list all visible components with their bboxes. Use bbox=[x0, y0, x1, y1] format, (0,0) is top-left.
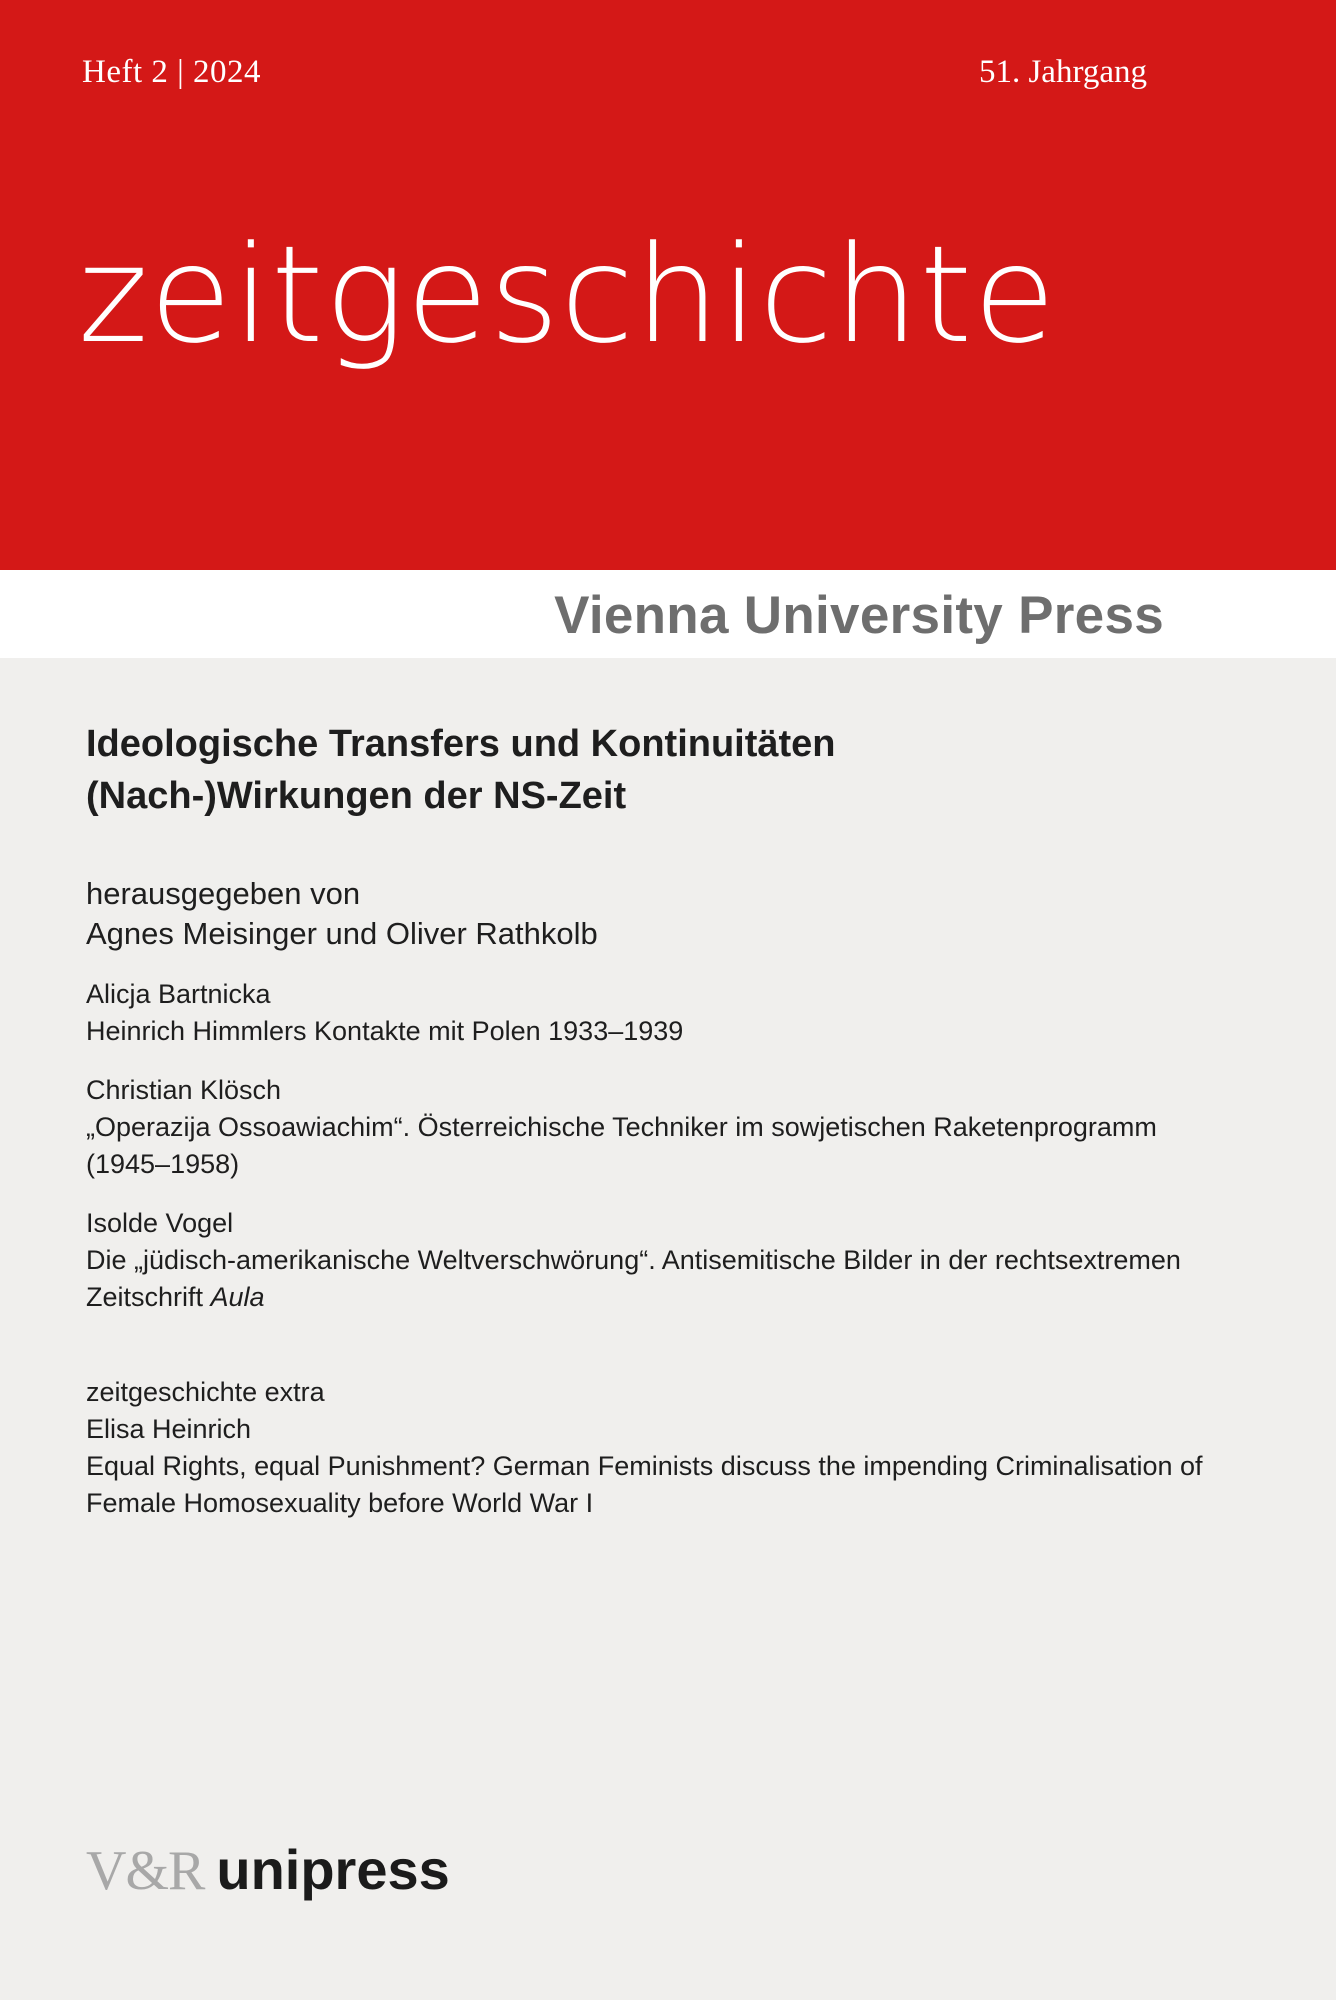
editors-intro: herausgegeben von bbox=[86, 876, 361, 911]
article-author: Alicja Bartnicka bbox=[86, 979, 271, 1009]
article-title-line1: „Operazija Ossoawiachim“. Österreichische Techniker im sowjetischen Raketenprogramm bbox=[86, 1112, 1157, 1142]
volume-number: 51. Jahrgang bbox=[978, 54, 1147, 90]
article-entry bbox=[86, 1205, 1266, 1316]
logo-unipress: unipress bbox=[216, 1838, 450, 1901]
logo-vr: V&R bbox=[86, 1840, 205, 1902]
article-author: Isolde Vogel bbox=[86, 1208, 234, 1238]
table-of-contents bbox=[86, 718, 1266, 1522]
article-title-italic: Aula bbox=[210, 1282, 265, 1312]
article-title-line1: Die „jüdisch-amerikanische Weltverschwörung“. Antisemitische Bilder in der rechtsextremen bbox=[86, 1245, 1181, 1275]
editors-block bbox=[86, 874, 1266, 954]
extra-title-line2: Female Homosexuality before World War I bbox=[86, 1488, 594, 1518]
article-author: Christian Klösch bbox=[86, 1075, 282, 1105]
article-title-line2 bbox=[86, 1279, 1266, 1316]
theme-title bbox=[86, 718, 1266, 822]
article-title-line2-prefix: Zeitschrift bbox=[86, 1282, 211, 1312]
article-entry bbox=[86, 976, 1266, 1050]
editors-names: Agnes Meisinger und Oliver Rathkolb bbox=[86, 916, 598, 951]
article-title: Heinrich Himmlers Kontakte mit Polen 1933–1939 bbox=[86, 1016, 684, 1046]
vr-unipress-logo bbox=[86, 1838, 450, 1902]
issue-number: Heft 2 | 2024 bbox=[82, 54, 261, 90]
publisher-name: Vienna University Press bbox=[554, 586, 1164, 645]
theme-title-line1: Ideologische Transfers und Kontinuitäten bbox=[86, 723, 836, 765]
extra-section-label: zeitgeschichte extra bbox=[86, 1377, 325, 1407]
journal-title: zeitgeschichte bbox=[78, 217, 1057, 373]
extra-author: Elisa Heinrich bbox=[86, 1414, 252, 1444]
extra-title-line1: Equal Rights, equal Punishment? German Feminists discuss the impending Criminalisation of bbox=[86, 1451, 1203, 1481]
article-title-line2: (1945–1958) bbox=[86, 1149, 240, 1179]
extra-section bbox=[86, 1374, 1266, 1522]
theme-title-line2: (Nach-)Wirkungen der NS-Zeit bbox=[86, 775, 627, 817]
article-entry bbox=[86, 1072, 1266, 1183]
